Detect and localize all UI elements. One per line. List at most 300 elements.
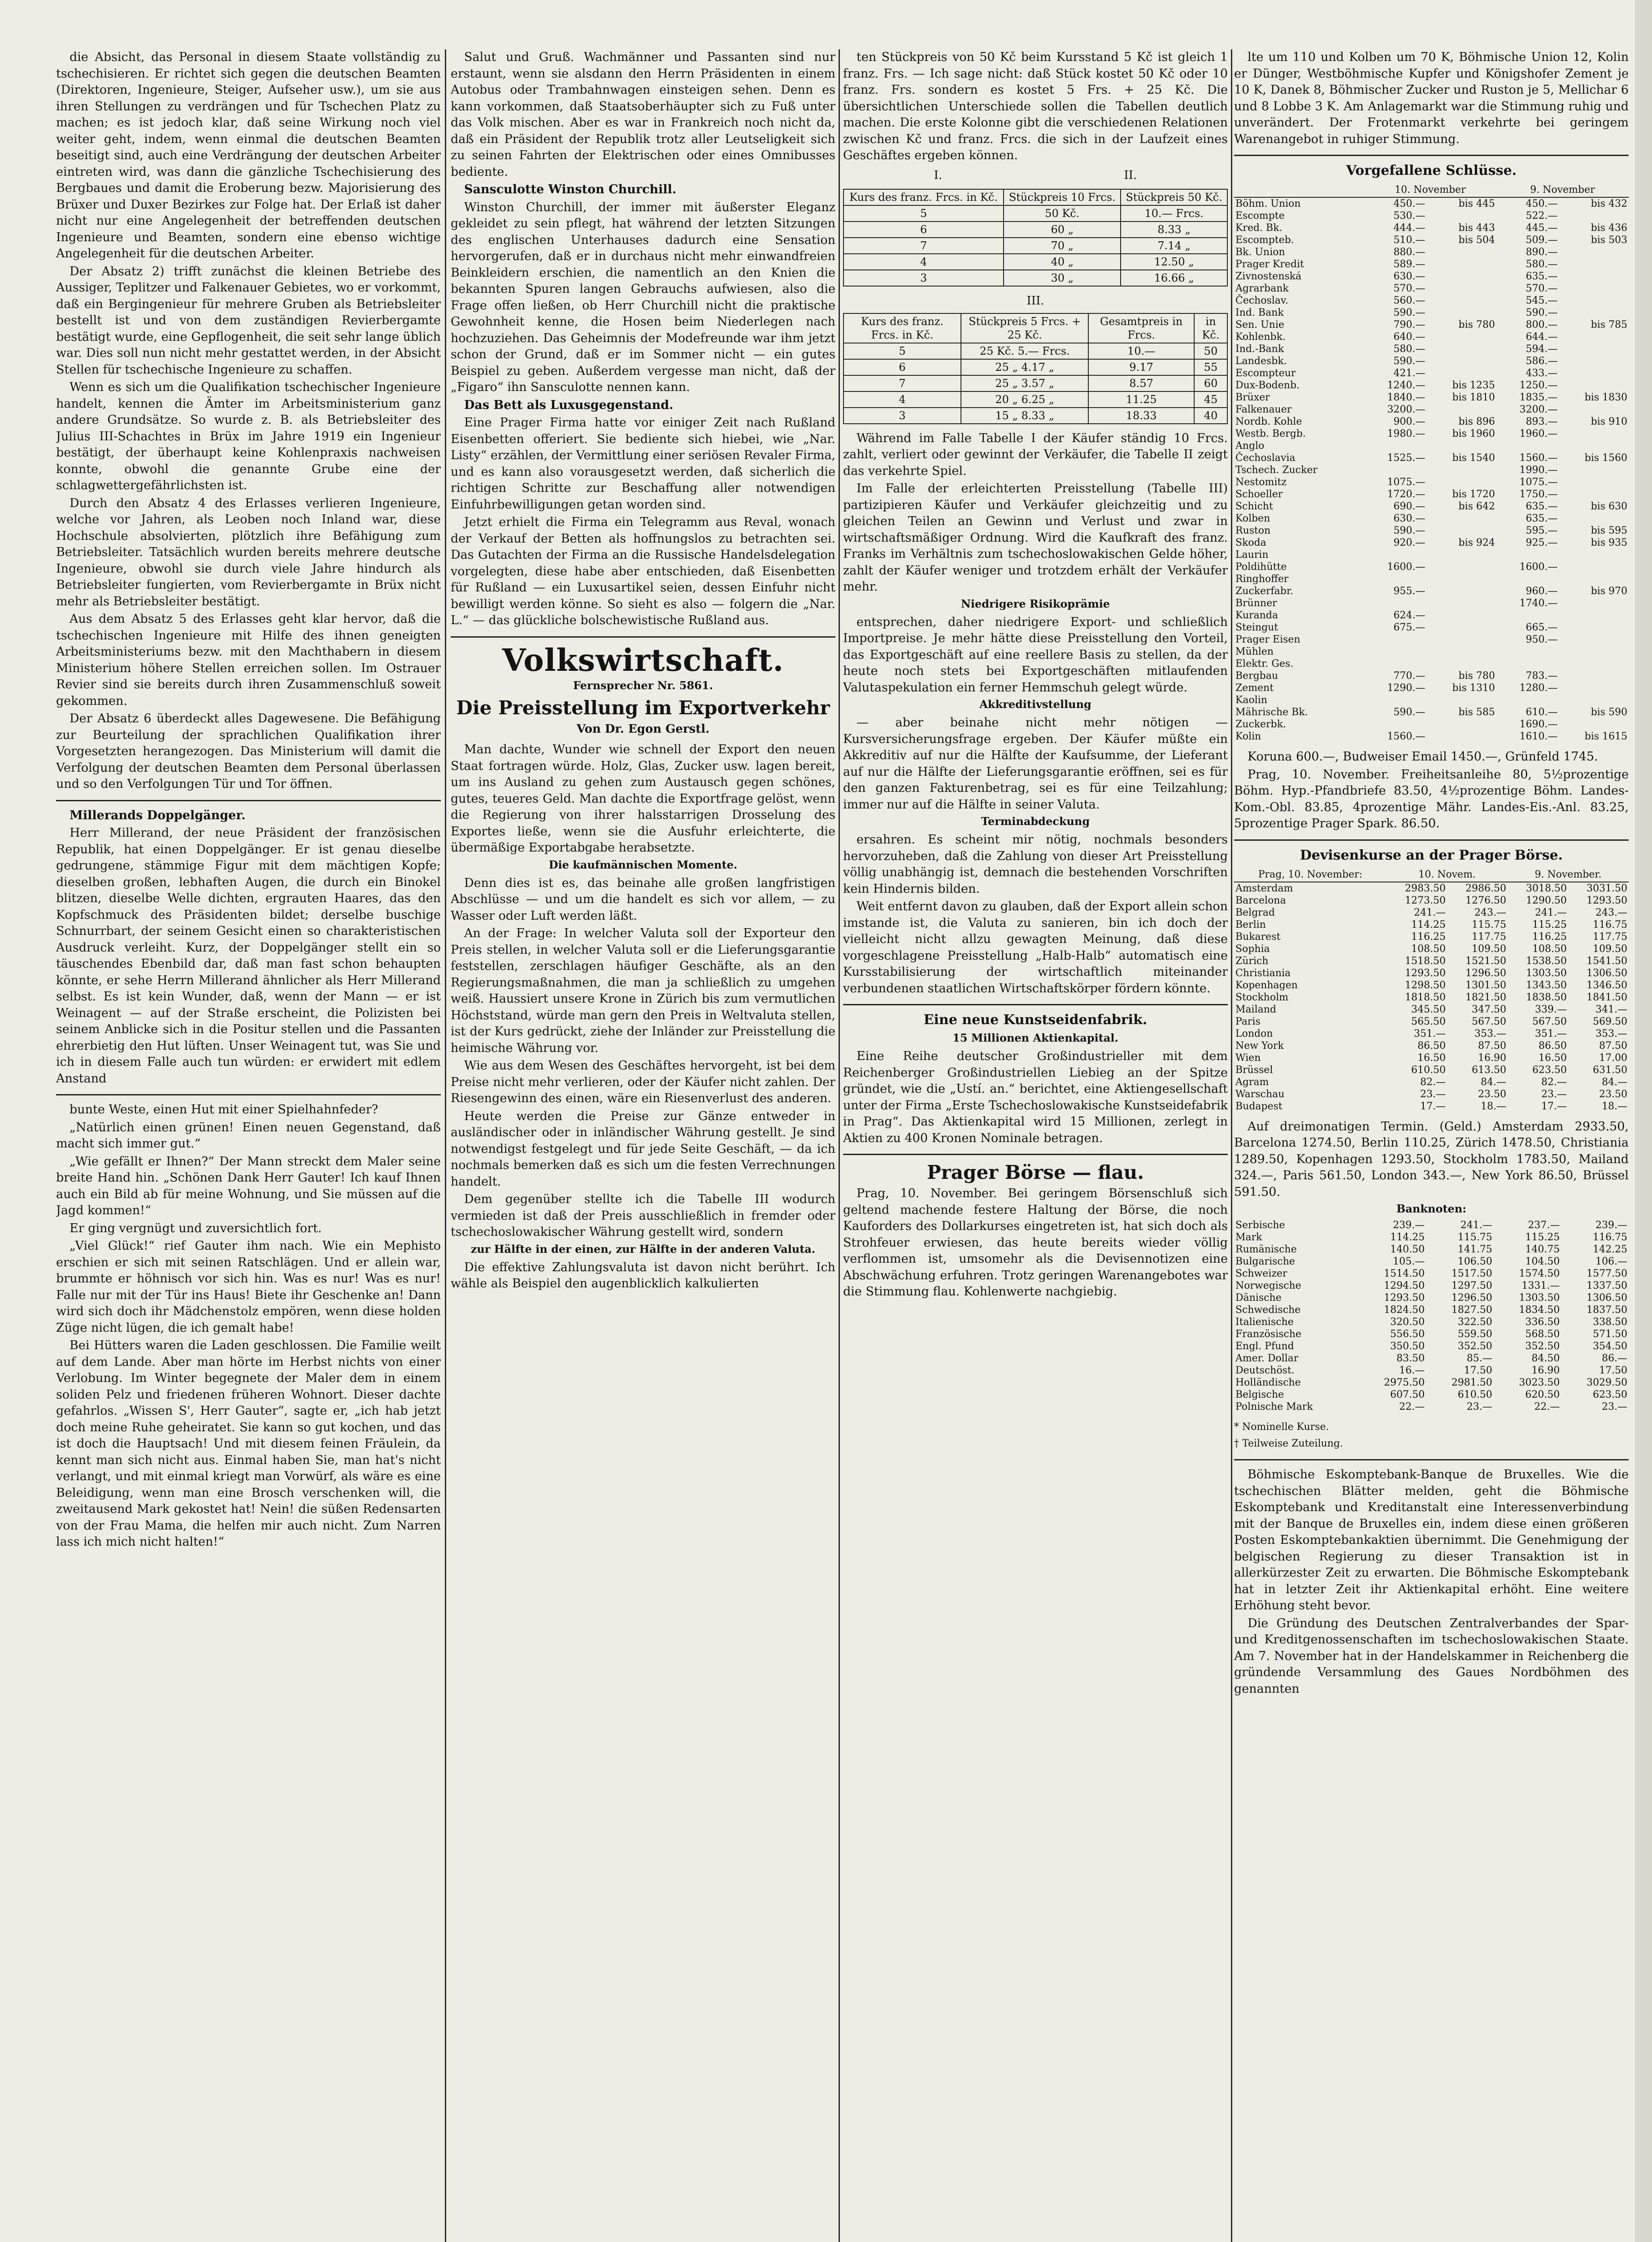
table-row (843, 222, 1227, 238)
row-value: 635.— (1526, 513, 1558, 524)
row-value: 1331.— (1522, 1280, 1560, 1291)
row-label: Čechoslav. (1235, 295, 1288, 306)
table-row (1234, 967, 1629, 979)
table-row (1234, 1401, 1629, 1413)
table-row (1234, 943, 1629, 955)
paragraph: Prag, 10. November. Freiheitsanleihe 80, 5½prozentige Böhm. Hyp.-Pfandbriefe 83.50, 4½prozentige Böhm. Landes-Kom.-Obl. 83.85, 4prozentige Mähr. Landes-Eis.-Anl. 83.25, 5prozentige Prager Spark. 86.50. (1234, 767, 1629, 830)
cell: 16.66 „ (1121, 270, 1227, 286)
paragraph: Koruna 600.—, Budweiser Email 1450.—, Grünfeld 1745. (1248, 750, 1598, 764)
table-row (1234, 222, 1629, 234)
table-label: II. (1124, 168, 1137, 182)
row-value: 590.— (1393, 307, 1426, 318)
row-value: 87.50 (1599, 1040, 1627, 1051)
row-label: Kaolin (1235, 695, 1268, 706)
row-label: Sophia (1235, 943, 1270, 955)
article-title: Die Preisstellung im Exportverkehr (456, 696, 830, 719)
table-row (1234, 919, 1629, 931)
table-header: in Kč. (1194, 313, 1227, 343)
table-row (1234, 210, 1629, 222)
row-label: Čechoslavia (1235, 452, 1296, 464)
row-value: 140.50 (1390, 1244, 1425, 1255)
row-value: 631.50 (1593, 1064, 1627, 1076)
row-value: 510.— (1393, 235, 1426, 246)
row-value (1426, 282, 1496, 295)
cell: 25 „ 4.17 „ (961, 359, 1088, 375)
paragraph: Er ging vergnügt und zuversichtlich fort. (70, 1221, 322, 1235)
column-4 (1234, 49, 1629, 2242)
banknote-table (1234, 1219, 1629, 1413)
row-value: 320.50 (1390, 1317, 1425, 1328)
cell: 60 „ (1004, 222, 1121, 238)
row-value (1364, 694, 1427, 706)
row-value: 1610.— (1519, 731, 1558, 742)
row-label: Schweizer (1235, 1268, 1287, 1279)
row-value: 3200.— (1519, 404, 1558, 415)
row-label: Kolben (1235, 513, 1270, 524)
article-title: Eine neue Kunstseidenfabrik. (923, 1012, 1148, 1028)
row-value (1496, 646, 1559, 658)
row-value (1559, 573, 1629, 585)
row-value: 569.50 (1593, 1016, 1627, 1027)
row-label: Escompteb. (1235, 235, 1294, 246)
table-row (843, 343, 1227, 359)
row-label: Engl. Pfund (1235, 1341, 1294, 1352)
table-row (843, 205, 1227, 222)
row-value: bis 595 (1591, 525, 1627, 536)
row-value (1496, 609, 1559, 621)
subheading: Die kaufmännischen Momente. (548, 858, 738, 871)
row-value: 109.50 (1593, 943, 1627, 955)
row-value: bis 935 (1591, 537, 1627, 548)
row-value: 925.— (1526, 537, 1558, 548)
row-value: 556.50 (1390, 1329, 1425, 1340)
paragraph: — aber beinahe nicht mehr nötigen — Kursversicherungsfrage ergeben. Der Käufer müßte ein Akkreditiv auf nur die Hälfte der Kaufsumme, der Lieferant auf nur die Hälfte der Lieferungsgarantie eröffnen, sei es für den ganzen Fakturenbetrag, sei es für eine Teilzahlung; immer nur auf die Hälfte in seiner Valuta. (843, 716, 1228, 812)
row-label: Kopenhagen (1235, 979, 1298, 991)
row-label: Brüxer (1235, 392, 1270, 403)
row-label: Kolin (1235, 731, 1261, 742)
divider (843, 1154, 1228, 1155)
row-value: 1296.50 (1465, 967, 1507, 979)
row-label: Skoda (1235, 537, 1266, 548)
table-row (1234, 343, 1629, 355)
row-label: Elektr. Ges. (1235, 658, 1294, 669)
row-value (1559, 464, 1629, 476)
paragraph: die Absicht, das Personal in diesem Staate vollständig zu tschechisieren. Er richtet sich gegen die deutschen Beamten (Direktoren, Ingenieure, Steiger, Aufseher usw.), um sie aus ihren Stellungen zu verdrängen und für Tschechen Platz zu machen; es ist jedoch klar, daß seine Wirkung noch viel weiter geht, indem, wenn einmal die deutschen Beamten beseitigt sind, auch eine Verdrängung der deutschen Arbeiter eintreten wird, was dann die gänzliche Tschechisierung des Bergbaues und damit die Eroberung bezw. Majorisierung des Brüxer und Duxer Bezirkes zur Folge hat. Der Erlaß ist daher nicht nur eine Angelegenheit der betreffenden deutschen Ingenieure und Beamten, sondern eine ebenso wichtige Angelegenheit für die deutschen Arbeiter. (56, 50, 441, 261)
row-value: 115.75 (1472, 919, 1507, 930)
row-label: Mailand (1235, 1004, 1277, 1015)
row-value (1559, 258, 1629, 270)
row-value: 114.25 (1390, 1232, 1425, 1243)
row-value: 522.— (1526, 210, 1558, 222)
row-label: London (1235, 1028, 1273, 1039)
cell: 8.57 (1088, 375, 1194, 391)
row-value: 783.— (1526, 670, 1558, 682)
row-value: 84.— (1481, 1076, 1507, 1088)
row-value: 623.50 (1593, 1389, 1627, 1400)
row-value: 595.— (1526, 525, 1558, 536)
row-value (1364, 573, 1427, 585)
column-1 (56, 49, 441, 2242)
row-value: 610.50 (1457, 1389, 1492, 1400)
row-label: Escompte (1235, 210, 1285, 222)
row-value: 1840.— (1387, 392, 1426, 403)
row-value: 239.— (1393, 1220, 1425, 1231)
row-value: 347.50 (1472, 1004, 1507, 1015)
row-value: 1273.50 (1405, 895, 1446, 906)
row-value: 790.— (1393, 319, 1426, 330)
row-value: 116.75 (1593, 1232, 1627, 1243)
table-row (1234, 476, 1629, 488)
divider (843, 1004, 1228, 1005)
row-value: 86.50 (1539, 1040, 1567, 1051)
row-label: Belgrad (1235, 907, 1275, 918)
row-value (1364, 634, 1427, 646)
row-value: 590.— (1393, 707, 1426, 718)
cell: 4 (843, 254, 1004, 270)
row-value: 106.— (1595, 1256, 1627, 1267)
row-value (1426, 476, 1496, 488)
cell: 40 (1194, 408, 1227, 424)
row-value (1426, 525, 1496, 537)
row-value (1426, 561, 1496, 573)
cell: 6 (843, 222, 1004, 238)
cell: 10.— Frcs. (1121, 205, 1227, 222)
cell: 25 „ 3.57 „ (961, 375, 1088, 391)
paragraph: „Viel Glück!“ rief Gauter ihm nach. Wie ein Mephisto erschien er sich mit seinen Ratschlägen. Und er allein war, brummte er höhnisch vor sich hin. Was es nur! Was es nur! Falle nur mit der Tür ins Haus! Biete ihr Geschenke an! Dann wird sich doch ihr Mädchenstolz empören, wenn diese holden Züge nicht lügen, die ich gemalt habe! (56, 1239, 441, 1335)
section-heading: Millerands Doppelgänger. (70, 808, 246, 822)
table-row (843, 238, 1227, 254)
row-value: bis 445 (1458, 198, 1495, 209)
row-value (1559, 246, 1629, 258)
row-value: bis 1810 (1452, 392, 1495, 403)
row-value (1426, 513, 1496, 525)
paragraph: Winston Churchill, der immer mit äußerster Eleganz gekleidet zu sein pflegt, hat während der letzten Sitzungen des englischen Unterhauses dadurch eine Sensation hervorgerufen, daß er in durchaus nicht mehr einwandfreien Beinkleidern erschien, die namentlich an den Knien die bekannten Spuren langen Gebrauchs aufwiesen, also die Frage offen ließen, ob Herr Churchill nicht die praktische Gewohnheit kenne, die Hosen beim Niederlegen nach hochzuziehen. Das Geheimnis der Modefreunde war ihm jetzt schon der Grund, daß er im Sommer nicht — ein gutes Beispiel zu geben. Außerdem vergesse man nicht, daß der „Figaro“ ihn Sansculotte nennen kann. (451, 200, 835, 394)
row-value: 115.75 (1457, 1232, 1492, 1243)
row-value: 3200.— (1387, 404, 1426, 415)
subheading: Akkreditivstellung (979, 698, 1091, 711)
row-label: Brüssel (1235, 1064, 1273, 1076)
cell: 6 (843, 359, 961, 375)
row-value: 241.— (1414, 907, 1446, 918)
column-rule (445, 49, 446, 2242)
row-value: 351.— (1535, 1028, 1567, 1039)
row-value: 1518.50 (1405, 955, 1446, 967)
row-value: 117.75 (1472, 931, 1507, 943)
row-label: Zuckerfabr. (1235, 586, 1294, 597)
row-label: Dänische (1235, 1292, 1282, 1303)
paragraph: Die Gründung des Deutschen Zentralverbandes der Spar- und Kreditgenossenschaften im tschechoslowakischen Staate. Am 7. November hat in der Handelskammer in Reichenberg die gründende Versammlung des Gaues Nordböhmen des genannten (1234, 1616, 1629, 1696)
list-header: 10. November (1364, 183, 1496, 197)
row-value: 86.— (1602, 1353, 1627, 1364)
row-value (1559, 367, 1629, 379)
column-rule (839, 49, 840, 2242)
row-label: Prager Eisen (1235, 634, 1300, 645)
table-row (1234, 1256, 1629, 1268)
row-value: 960.— (1526, 586, 1558, 597)
cell: 11.25 (1088, 391, 1194, 408)
row-value: 450.— (1393, 198, 1426, 209)
row-value: 1075.— (1519, 477, 1558, 488)
subheading: Banknoten: (1396, 1202, 1467, 1215)
row-value: bis 503 (1591, 235, 1627, 246)
row-label: Agrarbank (1235, 283, 1289, 294)
paragraph: Salut und Gruß. Wachmänner und Passanten sind nur erstaunt, wenn sie alsdann den Herrn Präsidenten in einem Autobus oder Trambahnwagen einsteigen sehen. Denn es kann vorkommen, daß Staatsoberhäupter sich zu Fuß unter das Volk mischen. Aber es war in Frankreich noch nicht da, daß ein Präsident der Republik trotz aller Leutseligkeit sich zu seinen Fahrten der Elektrischen oder eines Omnibusses bediente. (451, 50, 835, 179)
row-label: Deutschöst. (1235, 1365, 1295, 1376)
table-row (1234, 1389, 1629, 1401)
list-header: 9. November. (1508, 868, 1629, 882)
row-value (1426, 355, 1496, 367)
row-value: 1577.50 (1587, 1268, 1627, 1279)
table-row (843, 408, 1227, 424)
footnote: † Teilweise Zuteilung. (1234, 1438, 1343, 1449)
row-value: 16.90 (1531, 1365, 1560, 1376)
table-row (1234, 955, 1629, 967)
row-value: 1294.50 (1384, 1280, 1425, 1291)
table-header: Stückpreis 10 Frcs. (1004, 189, 1121, 205)
row-value (1364, 658, 1427, 670)
cell: 12.50 „ (1121, 254, 1227, 270)
row-value: 2983.50 (1405, 882, 1446, 894)
row-value (1559, 295, 1629, 307)
row-value: 23.50 (1478, 1088, 1507, 1100)
row-value: 2975.50 (1384, 1377, 1425, 1388)
row-value: 114.25 (1411, 919, 1446, 930)
table-row (1234, 1328, 1629, 1340)
currency-table (1234, 868, 1629, 1112)
row-value: 1303.50 (1526, 967, 1567, 979)
row-value (1559, 658, 1629, 670)
sheet-edge (1635, 0, 1652, 2242)
row-value (1426, 609, 1496, 621)
row-value: 1818.50 (1405, 991, 1446, 1003)
row-value: 955.— (1393, 586, 1426, 597)
table-row (1234, 331, 1629, 343)
row-label: Bulgarische (1235, 1256, 1295, 1267)
table-row (1234, 500, 1629, 513)
row-value (1426, 718, 1496, 730)
table-row (1234, 464, 1629, 476)
row-value: 509.— (1526, 235, 1558, 246)
row-value (1559, 634, 1629, 646)
column-rule (1231, 49, 1232, 2242)
cell: 55 (1194, 359, 1227, 375)
row-label: Mährische Bk. (1235, 707, 1308, 718)
emphasis-line: zur Hälfte in der einen, zur Hälfte in der anderen Valuta. (470, 1242, 816, 1256)
table-row (1234, 416, 1629, 428)
row-value (1426, 634, 1496, 646)
paragraph: Weit entfernt davon zu glauben, daß der Export allein schon imstande ist, die Valuta zu sanieren, bin ich doch der vielleicht nicht allzu gewagten Meinung, daß diese vorgeschlagene Preisstellung „Halb-Halb“ automatisch eine Kursstabilisierung der wirtschaftlich miteinander verbundenen staatlichen Wirtschaftskörper fördern könnte. (843, 899, 1228, 995)
row-value: 352.50 (1457, 1341, 1492, 1352)
row-value (1364, 718, 1427, 730)
row-value: 570.— (1526, 283, 1558, 294)
list-header: Prag, 10. November: (1234, 868, 1387, 882)
row-label: Stockholm (1235, 991, 1289, 1003)
row-value: bis 1540 (1452, 452, 1495, 464)
cell: 10.— (1088, 343, 1194, 359)
row-value: 84.— (1602, 1076, 1627, 1088)
row-value (1426, 573, 1496, 585)
row-value: 241.— (1460, 1220, 1492, 1231)
table-row (1234, 246, 1629, 258)
table-row (1234, 1340, 1629, 1352)
row-value: 115.25 (1532, 919, 1567, 930)
row-value (1496, 440, 1559, 452)
row-label: Berlin (1235, 919, 1266, 930)
paragraph: ersahren. Es scheint mir nötig, nochmals besonders hervorzuheben, daß die Zahlung von dieser Art Preisstellung völlig unabhängig ist, demnach die bestehenden Vorschriften kein Hindernis bilden. (843, 833, 1228, 896)
divider (1234, 155, 1629, 156)
footnote: * Nominelle Kurse. (1234, 1421, 1329, 1433)
row-label: Zement (1235, 682, 1274, 694)
row-value (1559, 609, 1629, 621)
row-value (1559, 270, 1629, 282)
row-value: 243.— (1595, 907, 1627, 918)
row-value: 1750.— (1519, 489, 1558, 500)
row-value: 23.50 (1599, 1088, 1627, 1100)
table-row (1234, 1028, 1629, 1040)
row-label: Brünner (1235, 598, 1277, 609)
row-value: 1290.50 (1526, 895, 1567, 906)
row-value (1426, 658, 1496, 670)
row-value (1559, 210, 1629, 222)
row-value: 635.— (1526, 271, 1558, 282)
row-label: Belgische (1235, 1389, 1284, 1400)
row-value: 1824.50 (1384, 1304, 1425, 1316)
row-value: bis 970 (1591, 586, 1627, 597)
table-row (1234, 1076, 1629, 1088)
row-value: 1298.50 (1405, 979, 1446, 991)
row-value: 140.75 (1525, 1244, 1560, 1255)
row-value: 352.50 (1525, 1341, 1560, 1352)
cell: 4 (843, 391, 961, 408)
row-label: Poldihütte (1235, 561, 1287, 573)
row-value: 690.— (1393, 501, 1426, 512)
row-value: 237.— (1528, 1220, 1560, 1231)
row-value (1559, 694, 1629, 706)
row-value: 1306.50 (1587, 967, 1627, 979)
row-value: 565.50 (1411, 1016, 1446, 1027)
table-row (1234, 404, 1629, 416)
table-row (843, 254, 1227, 270)
row-value: 141.75 (1457, 1244, 1492, 1255)
paragraph: Bei Hütters waren die Laden geschlossen. Die Familie weilt auf dem Lande. Aber man hörte im Herbst nichts von einer Verlobung. Im Winter begegnete der Maler dem in einem soliden Pelz und friedenen früheren Wohnort. Dieser dachte gefahrlos. „Wissen S', Herr Gauter“, sagte er, „ich hab jetzt doch meine Ruhe geheiratet. Sie kann so gut kochen, und das ist doch die Hauptsach! Und mit diesem feinen Fräulein, da kennt man sich nicht aus. Einmal haben Sie, man hat's nicht verlangt, und mit einmal kriegt man Vorwürf, als wäre es eine Beleidigung, wenn man eine Brosch verschenken will, die zweitausend Mark gekostet hat! Nein! die süßen Redensarten von der Frau Mama, die helfen mir auch nicht. Zum Narren lass ich mich nicht halten!“ (56, 1338, 441, 1549)
row-value: 623.50 (1532, 1064, 1567, 1076)
row-value: bis 443 (1458, 222, 1495, 234)
row-label: Schoeller (1235, 489, 1283, 500)
row-value (1426, 621, 1496, 634)
row-value: 1837.50 (1587, 1304, 1627, 1316)
table-row (1234, 1040, 1629, 1052)
table-row (1234, 585, 1629, 597)
row-value (1559, 670, 1629, 682)
row-value: 610.50 (1411, 1064, 1446, 1076)
list-header: 10. Novem. (1387, 868, 1508, 882)
row-value: 1960.— (1519, 428, 1558, 439)
row-value: 116.25 (1532, 931, 1567, 943)
row-value (1364, 440, 1427, 452)
paragraph: Die effektive Zahlungsvaluta ist davon nicht berührt. Ich wähle als Beispiel den augenblicklich kalkulierten (451, 1260, 835, 1290)
row-value: 85.— (1466, 1353, 1492, 1364)
table-row (1234, 1004, 1629, 1016)
row-value: 607.50 (1390, 1389, 1425, 1400)
row-value: 115.25 (1525, 1232, 1560, 1243)
row-label: Mark (1235, 1232, 1262, 1243)
cell: 15 „ 8.33 „ (961, 408, 1088, 424)
row-value: 1293.50 (1587, 895, 1627, 906)
table-row (1234, 379, 1629, 391)
trades-list (1234, 183, 1629, 743)
row-value (1426, 597, 1496, 609)
paragraph: Heute werden die Preise zur Gänze entweder in ausländischer oder in inländischer Währung gestellt. Je sind notwendigst festgelegt und für jede Seite Geschäft, — da ich nochmals bemerken daß es sich um die festen Verrechnungen handelt. (451, 1109, 835, 1189)
cell: 7 (843, 375, 961, 391)
subheading: Terminabdeckung (981, 815, 1090, 828)
row-value: 1834.50 (1519, 1304, 1560, 1316)
table-row (1234, 1304, 1629, 1316)
row-value: bis 1830 (1584, 392, 1627, 403)
table-label: III. (1026, 294, 1044, 308)
row-value: bis 910 (1591, 416, 1627, 427)
row-value: 23.— (1466, 1401, 1492, 1412)
row-value: 1346.50 (1587, 979, 1627, 991)
cell: 3 (843, 270, 1004, 286)
row-value: 105.— (1393, 1256, 1425, 1267)
row-value: 920.— (1393, 537, 1426, 548)
row-label: Norwegische (1235, 1280, 1301, 1291)
table-row (1234, 597, 1629, 609)
row-label: Zivnostenská (1235, 271, 1302, 282)
row-value (1426, 694, 1496, 706)
section-heading: Das Bett als Luxusgegenstand. (464, 398, 674, 412)
row-label: Tschech. Zucker (1235, 465, 1317, 476)
table-row (843, 270, 1227, 286)
paragraph: Wie aus dem Wesen des Geschäftes hervorgeht, ist bei dem Preise nicht mehr verlieren, oder der Käufer nicht zahlen. Der Riesengewinn des einen, wäre ein Riesenverlust des anderen. (451, 1059, 835, 1105)
cell: 50 Kč. (1004, 205, 1121, 222)
row-value (1559, 488, 1629, 500)
table-row (1234, 1364, 1629, 1377)
subheading: Niedrigere Risikoprämie (961, 597, 1110, 610)
paragraph: Aus dem Absatz 5 des Erlasses geht klar hervor, daß die tschechischen Ingenieure mit Hilfe des ihnen geneigten Arbeitsministeriums bezw. mit den Machthabern in diesem Ministerium höhere Stellen erreichen sollen. Im Ostrauer Revier sind sie bereits durch ihren Zusammenschluß soweit gekommen. (56, 612, 441, 708)
row-value (1364, 646, 1427, 658)
row-value: 17.— (1420, 1100, 1446, 1112)
row-value: 336.50 (1525, 1317, 1560, 1328)
row-label: Italienische (1235, 1317, 1294, 1328)
list-header (1234, 183, 1364, 197)
divider (451, 636, 835, 638)
row-value: 880.— (1393, 247, 1426, 258)
paragraph: ten Stückpreis von 50 Kč beim Kursstand 5 Kč ist gleich 1 franz. Frs. — Ich sage nicht: daß Stück kostet 50 Kč oder 10 franz. Frs. sondern es kostet 5 Frs. + 25 Kč. Die übersichtlichen Unterschiede sollen die Tabellen deutlich machen. Die erste Kolonne gibt die verschiedenen Relationen zwischen Kč und franz. Frcs. die sich in der Laufzeit eines Geschäftes ergeben können. (843, 50, 1228, 162)
row-value (1496, 573, 1559, 585)
row-value: 450.— (1526, 198, 1558, 209)
paragraph: Eine Reihe deutscher Großindustrieller mit dem Reichenberger Großindustriellen Liebieg an der Spitze gründet, wie die „Ustí. an.“ berichtet, eine Aktiengesellschaft unter der Firma „Erste Tschechoslowakische Kunstseidefabrik in Prag“. Das Aktienkapital wird 15 Millionen, zerlegt in Aktien zu 400 Kronen Nominale betragen. (843, 1049, 1228, 1145)
row-value: 1560.— (1519, 452, 1558, 464)
table-row (1234, 428, 1629, 440)
paragraph: Prag, 10. November. Bei geringem Börsenschluß sich geltend machende festere Haltung der Börse, die noch Kauforders des Dollarkurses eingetreten ist, hat sich doch als Strohfeuer erwiesen, das heute bereits wieder völlig verflommen ist, umsomehr als die Devisennotizen eine Abschwächung erfuhren. Trotz geringen Warenangebotes war die Stimmung flau. Kohlenwerte nachgiebig. (843, 1186, 1228, 1299)
row-label: New York (1235, 1040, 1284, 1051)
row-value: 590.— (1526, 307, 1558, 318)
row-value: 1280.— (1519, 682, 1558, 694)
row-value: 640.— (1393, 331, 1426, 343)
row-value (1559, 682, 1629, 694)
row-value: bis 630 (1591, 501, 1627, 512)
cell: 9.17 (1088, 359, 1194, 375)
phone-line: Fernsprecher Nr. 5861. (573, 678, 713, 692)
row-value: 17.50 (1599, 1365, 1627, 1376)
table-row (1234, 907, 1629, 919)
row-label: Mühlen (1235, 646, 1274, 657)
row-value: 1838.50 (1526, 991, 1567, 1003)
row-value (1426, 404, 1496, 416)
row-value: bis 924 (1458, 537, 1495, 548)
row-value (1496, 549, 1559, 561)
